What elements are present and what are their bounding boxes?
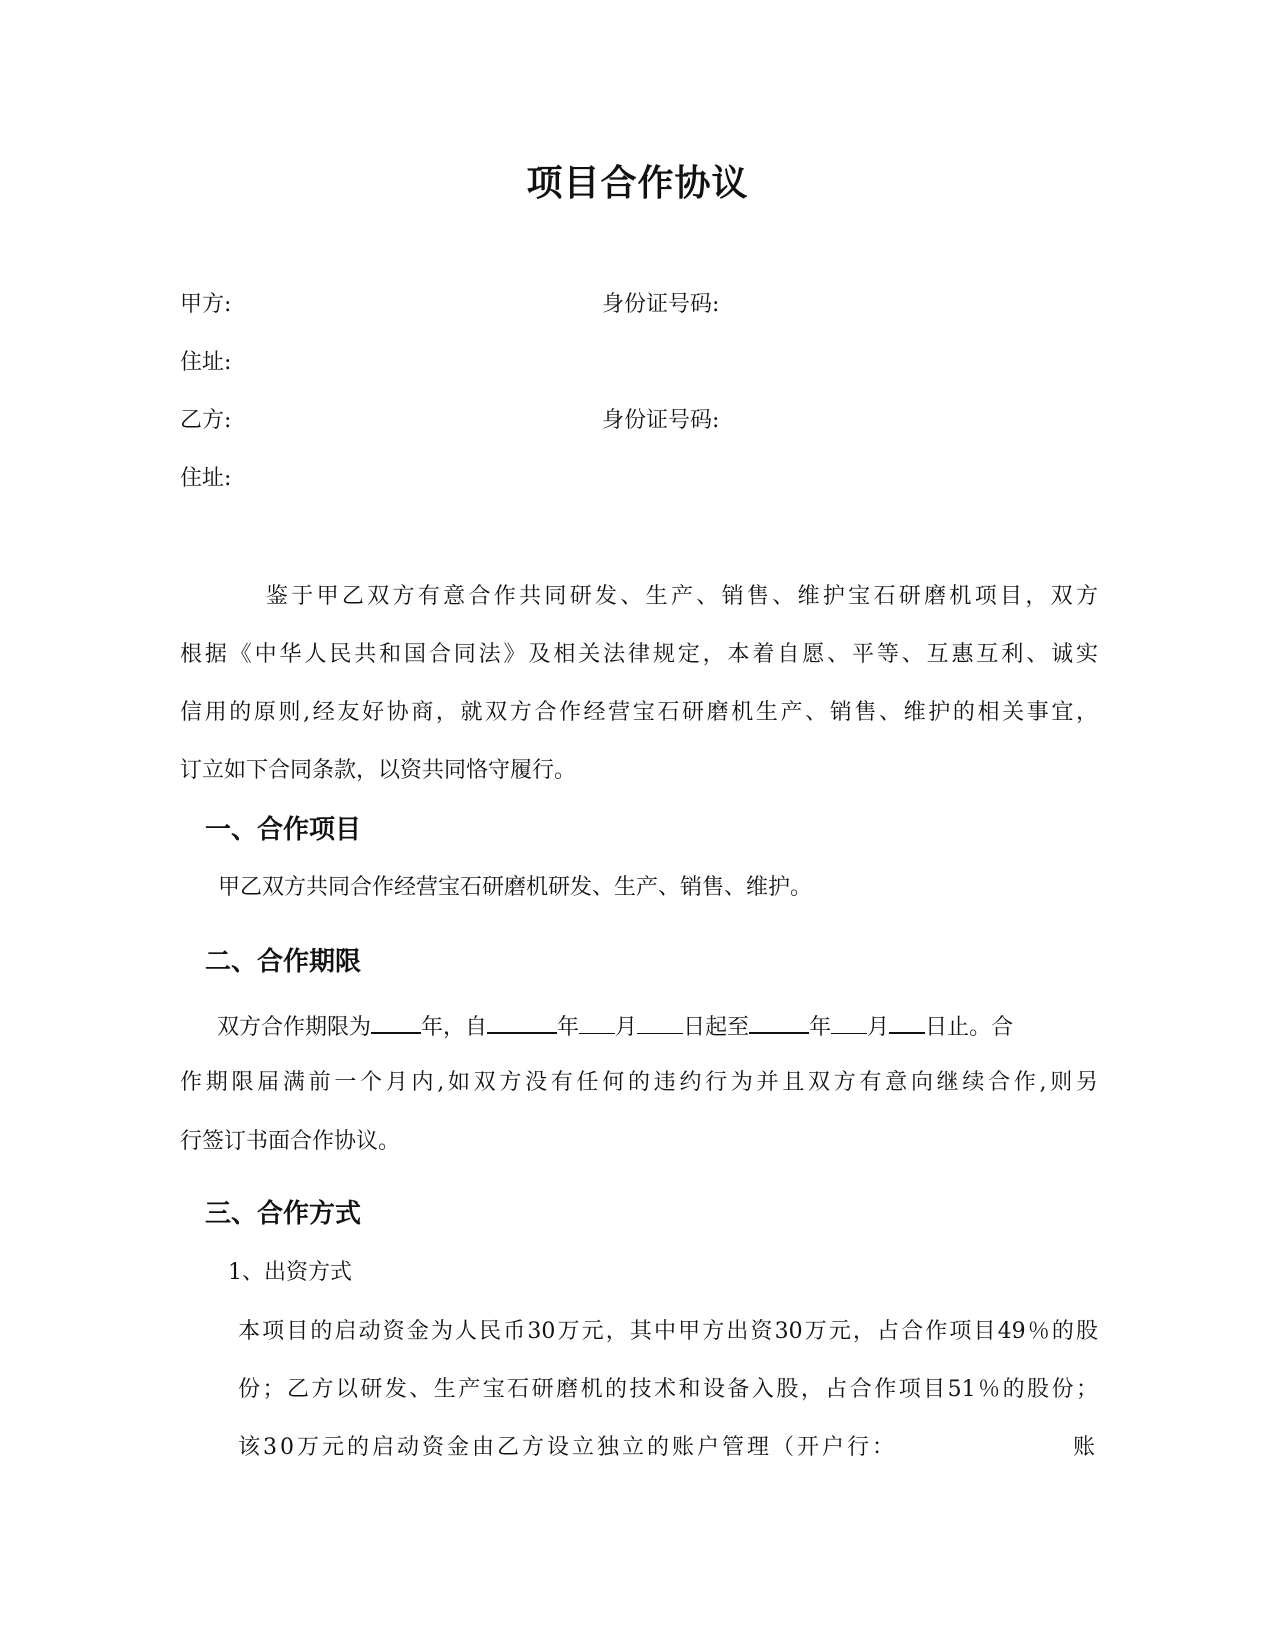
subsection-1-label: 1、出资方式 [228, 1260, 352, 1285]
section-3-heading: 三、合作方式 [205, 1199, 362, 1229]
term-text: 年，自 [421, 1015, 488, 1040]
investment-line: 本项目的启动资金为人民币30万元，其中甲方出资30万元，占合作项目49％的股 [238, 1319, 1098, 1344]
party-a-id-label: 身份证号码: [602, 292, 720, 317]
document-title: 项目合作协议 [526, 163, 749, 204]
term-text: 月 [615, 1015, 638, 1040]
investment-line: 该30万元的启动资金由乙方设立独立的账户管理（开户行： [238, 1435, 897, 1460]
section-1-text: 甲乙双方共同合作经营宝石研磨机研发、生产、销售、维护。 [218, 875, 813, 900]
term-text: 双方合作期限为 [217, 1015, 372, 1040]
end-day-blank[interactable] [889, 1010, 925, 1034]
section-2-heading: 二、合作期限 [205, 947, 362, 977]
start-year-blank[interactable] [487, 1010, 557, 1034]
term-text-line: 行签订书面合作协议。 [180, 1129, 401, 1154]
term-text: 年 [557, 1015, 580, 1040]
party-b-id-label: 身份证号码: [602, 408, 720, 433]
preamble-line: 鉴于甲乙双方有意合作共同研发、生产、销售、维护宝石研磨机项目，双方 [266, 584, 1098, 609]
investment-line: 份；乙方以研发、生产宝石研磨机的技术和设备入股，占合作项目51％的股份； [238, 1377, 1098, 1402]
term-text: 月 [867, 1015, 890, 1040]
end-month-blank[interactable] [831, 1011, 867, 1034]
term-text: 日起至 [683, 1015, 750, 1040]
preamble-line: 根据《中华人民共和国合同法》及相关法律规定，本着自愿、平等、互惠互利、诚实 [180, 642, 1098, 667]
party-a-address-label: 住址: [180, 350, 232, 375]
preamble-line: 信用的原则,经友好协商，就双方合作经营宝石研磨机生产、销售、维护的相关事宜， [180, 700, 1098, 725]
start-month-blank[interactable] [579, 1011, 615, 1034]
end-year-blank[interactable] [749, 1010, 809, 1034]
investment-line-tail: 账 [1073, 1435, 1096, 1460]
party-b-address-label: 住址: [180, 466, 232, 491]
section-1-heading: 一、合作项目 [205, 815, 362, 845]
term-text-line: 作期限届满前一个月内,如双方没有任何的违约行为并且双方有意向继续合作,则另 [180, 1070, 1098, 1095]
term-text: 年 [809, 1015, 832, 1040]
preamble-line: 订立如下合同条款，以资共同恪守履行。 [180, 758, 577, 783]
start-day-blank[interactable] [637, 1011, 683, 1034]
party-a-label: 甲方: [180, 292, 232, 317]
term-line [217, 1010, 1013, 1043]
party-b-label: 乙方: [180, 408, 232, 433]
term-text: 日止。合 [925, 1015, 1014, 1040]
years-blank[interactable] [371, 1010, 421, 1034]
